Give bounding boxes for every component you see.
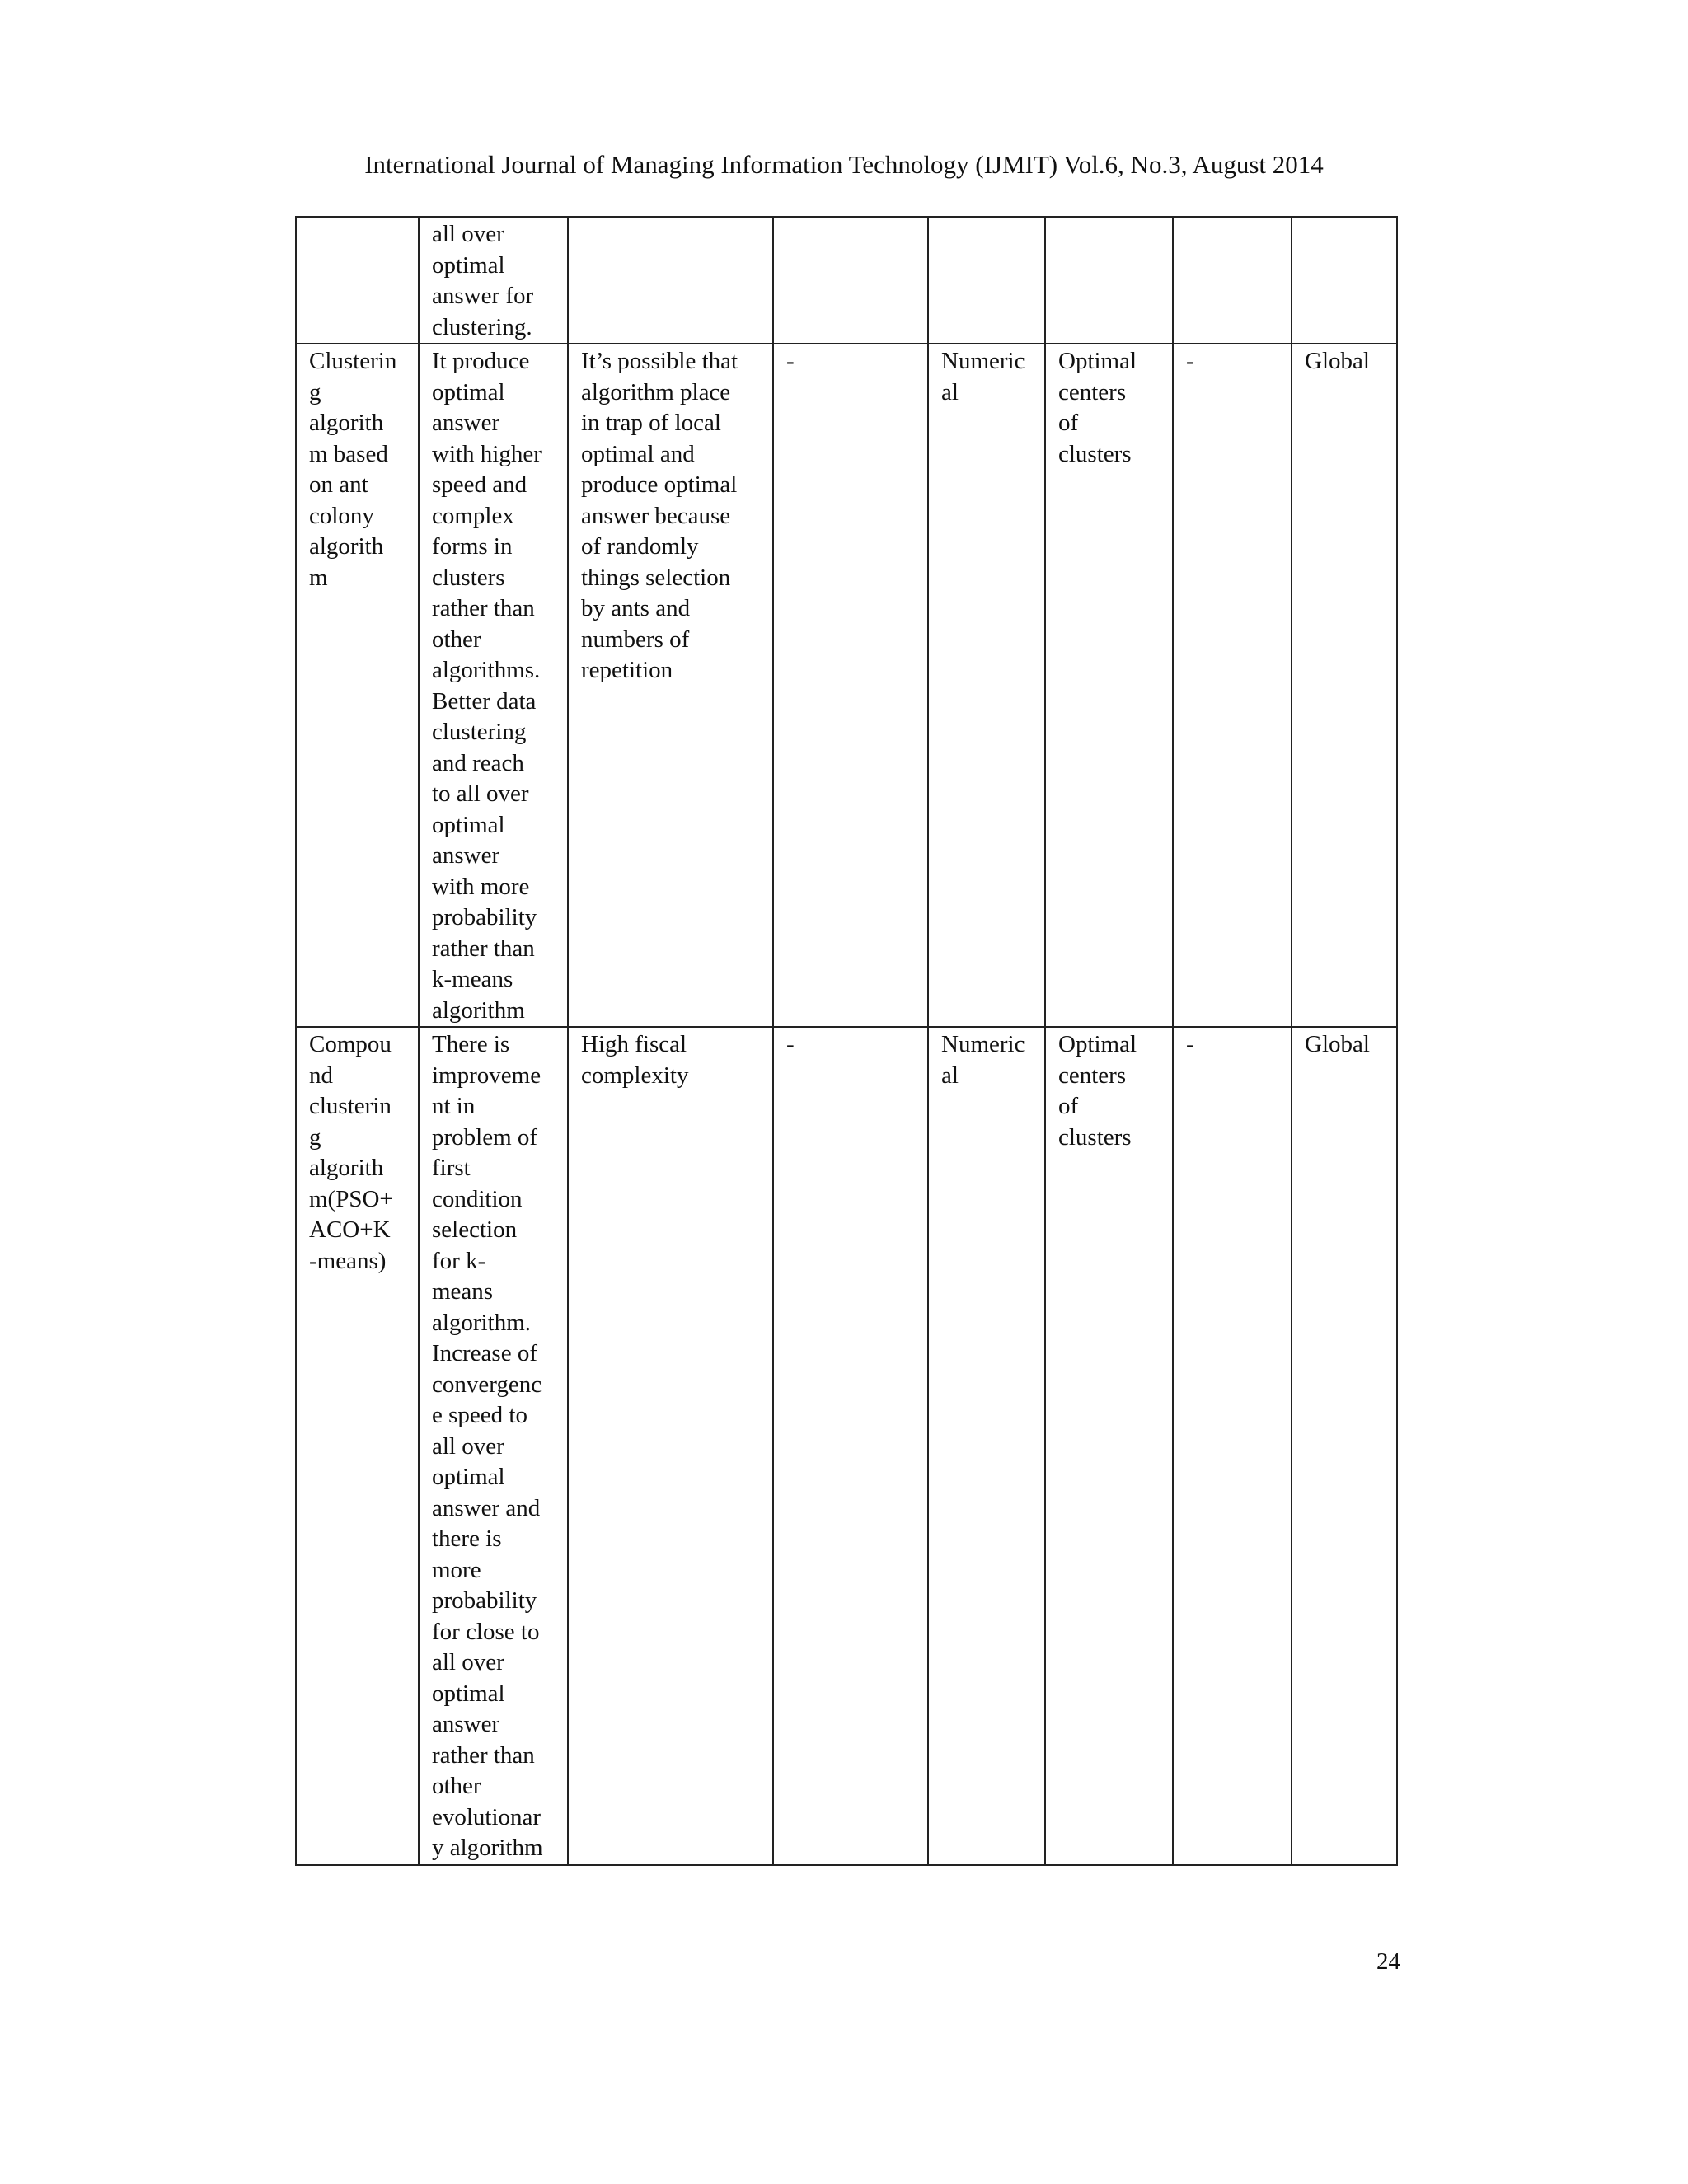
journal-running-header: International Journal of Managing Information Technology (IJMIT) Vol.6, No.3, August 2014 bbox=[364, 150, 1324, 179]
cell-output: Optimal centers of clusters bbox=[1045, 344, 1173, 1027]
cell-disadvantages: It’s possible that algorithm place in trap of local optimal and produce optimal answer because of randomly things selection by ants and numbers of repetition bbox=[568, 344, 773, 1027]
cell-disadvantages bbox=[568, 217, 773, 344]
cell-disadvantages: High fiscal complexity bbox=[568, 1027, 773, 1865]
cell-output: Optimal centers of clusters bbox=[1045, 1027, 1173, 1865]
cell-col-4: - bbox=[773, 344, 928, 1027]
cell-output bbox=[1045, 217, 1173, 344]
cell-advantages: all over optimal answer for clustering. bbox=[419, 217, 568, 344]
cell-data-type: Numeric al bbox=[928, 1027, 1045, 1865]
table-row-continuation bbox=[296, 217, 1397, 344]
cell-advantages: There is improveme nt in problem of first condition selection for k- means algorithm. Increase of convergenc e speed to all over optimal answer and there is more probability for close to all over optimal answer rather than other evolutionar y algorithm bbox=[419, 1027, 568, 1865]
cell-col-4: - bbox=[773, 1027, 928, 1865]
cell-col-7: - bbox=[1173, 1027, 1292, 1865]
cell-col-4 bbox=[773, 217, 928, 344]
cell-col-7: - bbox=[1173, 344, 1292, 1027]
cell-advantages: It produce optimal answer with higher speed and complex forms in clusters rather than other algorithms. Better data clustering and reach to all over optimal answer with more probability rather than k-means algorithm bbox=[419, 344, 568, 1027]
cell-optimum-type: Global bbox=[1292, 1027, 1397, 1865]
comparison-table bbox=[295, 216, 1398, 1866]
cell-optimum-type: Global bbox=[1292, 344, 1397, 1027]
table-row-ant-colony bbox=[296, 344, 1397, 1027]
cell-algorithm: Compou nd clusterin g algorith m(PSO+ ACO+K -means) bbox=[296, 1027, 419, 1865]
cell-data-type: Numeric al bbox=[928, 344, 1045, 1027]
cell-col-7 bbox=[1173, 217, 1292, 344]
cell-algorithm bbox=[296, 217, 419, 344]
cell-optimum-type bbox=[1292, 217, 1397, 344]
cell-data-type bbox=[928, 217, 1045, 344]
table-row-compound bbox=[296, 1027, 1397, 1865]
cell-algorithm: Clusterin g algorith m based on ant colony algorith m bbox=[296, 344, 419, 1027]
page-number: 24 bbox=[1376, 1948, 1400, 1975]
